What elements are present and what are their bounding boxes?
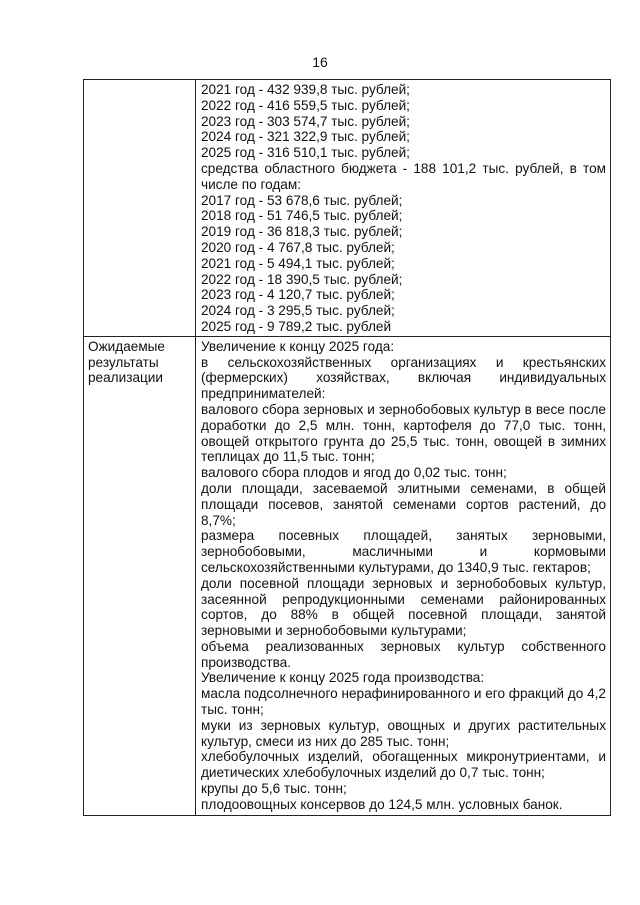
results-item: муки из зерновых культур, овощных и других растительных культур, смеси из них до 285 тыс. тонн;	[201, 717, 606, 749]
results-content-cell	[196, 336, 611, 815]
funding-line: 2025 год - 316 510,1 тыс. рублей;	[201, 145, 410, 161]
funding-line: 2021 год - 432 939,8 тыс. рублей;	[201, 82, 410, 97]
regional-funding-line: 2024 год - 3 295,5 тыс. рублей;	[201, 303, 395, 319]
regional-funding-line: 2018 год - 51 746,5 тыс. рублей;	[201, 208, 403, 224]
results-item: крупы до 5,6 тыс. тонн;	[201, 781, 347, 797]
results-item: валового сбора плодов и ягод до 0,02 тыс. тонн;	[201, 465, 507, 481]
funding-content-cell	[196, 80, 611, 337]
results-item: в сельскохозяйственных организациях и крестьянских (фермерских) хозяйствах, включая индивидуальных предпринимателей:	[201, 354, 606, 402]
regional-funding-line: 2020 год - 4 767,8 тыс. рублей;	[201, 239, 395, 255]
results-item: доли посевной площади зерновых и зернобобовых культур, засеянной репродукционными семенами районированных сортов, до 88% в общей посевной площади, занятой зерновыми и зернобобовыми культурами;	[201, 575, 606, 639]
funding-line: 2022 год - 416 559,5 тыс. рублей;	[201, 97, 410, 113]
funding-label-cell	[84, 80, 196, 337]
regional-funding-line: 2025 год - 9 789,2 тыс. рублей	[201, 318, 392, 334]
results-item: Увеличение к концу 2025 года производства:	[201, 670, 485, 686]
results-item: Увеличение к концу 2025 года:	[201, 338, 395, 354]
regional-funding-line: 2019 год - 36 818,3 тыс. рублей;	[201, 224, 403, 240]
results-item: размера посевных площадей, занятых зерновыми, зернобобовыми, масличными и кормовыми сельскохозяйственными культурами, до 1340,9 тыс. гектаров;	[201, 528, 606, 575]
regional-funding-line: 2022 год - 18 390,5 тыс. рублей;	[201, 271, 403, 287]
regional-funding-line: 2017 год - 53 678,6 тыс. рублей;	[201, 192, 403, 208]
results-item: хлебобулочных изделий, обогащенных микронутриентами, и диетических хлебобулочных изделий до 0,7 тыс. тонн;	[201, 749, 606, 781]
funding-line: 2024 год - 321 322,9 тыс. рублей;	[201, 129, 410, 145]
results-label: Ожидаемые результаты реализации	[84, 336, 196, 815]
page-number: 16	[312, 54, 328, 70]
regional-budget-text: средства областного бюджета - 188 101,2 тыс. рублей, в том числе по годам:	[201, 160, 606, 192]
results-item: доли площади, засеваемой элитными семенами, в общей площади посевов, занятой семенами сортов растений, до 8,7%;	[201, 480, 606, 528]
regional-funding-line: 2021 год - 5 494,1 тыс. рублей;	[201, 255, 395, 271]
results-item: валового сбора зерновых и зернобобовых культур в весе после доработки до 2,5 млн. тонн, картофеля до 77,0 тыс. тонн, овощей открытого грунта до 25,5 тыс. тонн, овощей в зимних теплицах до 11,5 тыс. тонн;	[201, 401, 606, 465]
results-item: масла подсолнечного нерафинированного и его фракций до 4,2 тыс. тонн;	[201, 686, 606, 718]
funding-line: 2023 год - 303 574,7 тыс. рублей;	[201, 113, 410, 129]
regional-funding-line: 2023 год - 4 120,7 тыс. рублей;	[201, 287, 395, 303]
funding-row	[84, 80, 611, 337]
results-item: объема реализованных зерновых культур собственного производства.	[201, 638, 606, 670]
results-row	[84, 336, 611, 815]
program-passport-table	[83, 79, 611, 816]
results-item: плодоовощных консервов до 124,5 млн. условных банок.	[201, 796, 563, 812]
